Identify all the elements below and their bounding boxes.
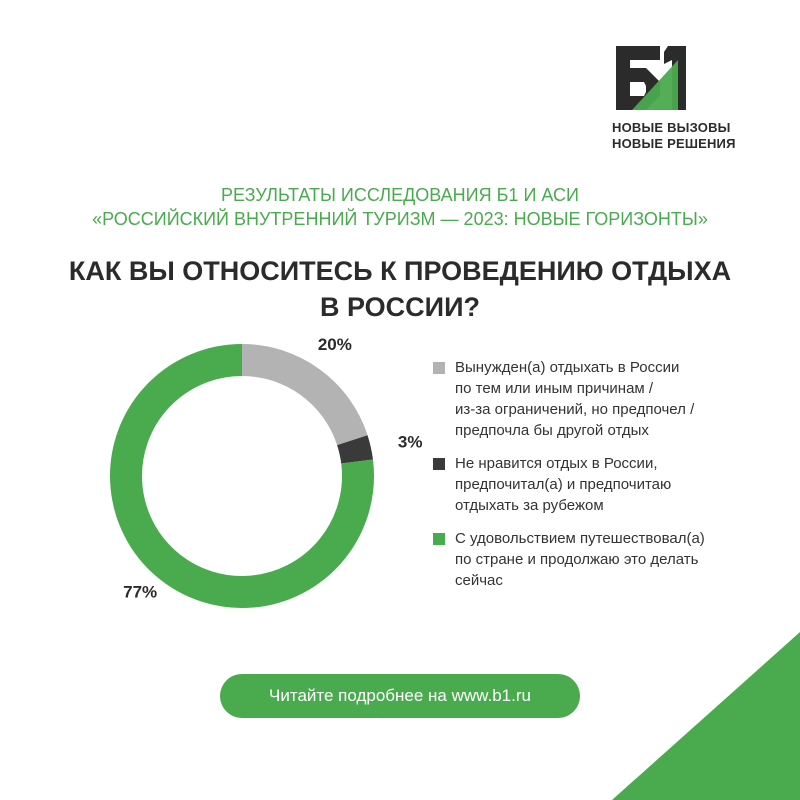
logo: [612, 44, 762, 152]
logo-tagline-1: НОВЫЕ ВЫЗОВЫ: [612, 120, 731, 135]
question-title: [0, 253, 800, 325]
study-title-line-2: «РОССИЙСКИЙ ВНУТРЕННИЙ ТУРИЗМ — 2023: НОВЫЕ ГОРИЗОНТЫ»: [92, 209, 708, 229]
legend-label-forced: Вынужден(а) отдыхать в России по тем или иным причинам / из-за ограничений, но предпочел / предпочла бы другой отдых: [455, 359, 695, 439]
chart-legend: [433, 357, 773, 603]
question-line-1: КАК ВЫ ОТНОСИТЕСЬ К ПРОВЕДЕНИЮ ОТДЫХА: [68, 256, 732, 286]
slice-dislike: [352, 440, 357, 461]
value-label-pleasure: 77%: [123, 582, 158, 602]
legend-swatch-green: [433, 533, 445, 545]
question-line-2: В РОССИИ?: [320, 292, 480, 322]
value-label-forced: 20%: [317, 335, 352, 355]
read-more-button[interactable]: Читайте подробнее на www.b1.ru: [220, 674, 580, 718]
legend-label-pleasure: С удовольствием путешествовал(а) по стране и продолжаю это делать сейчас: [455, 530, 705, 589]
legend-swatch-dark: [433, 458, 445, 470]
slice-forced: [242, 360, 352, 440]
legend-label-dislike: Не нравится отдых в России, предпочитал(а) и предпочитаю отдыхать за рубежом: [455, 455, 672, 514]
study-title-line-1: РЕЗУЛЬТАТЫ ИССЛЕДОВАНИЯ Б1 И АСИ: [221, 185, 579, 205]
donut-chart: [60, 330, 423, 630]
legend-item-forced: [433, 357, 773, 441]
study-title: [0, 183, 800, 231]
b1-logo-mark: [612, 44, 692, 112]
legend-item-dislike: [433, 453, 773, 516]
value-label-dislike: 3%: [397, 432, 423, 452]
logo-tagline-2: НОВЫЕ РЕШЕНИЯ: [612, 136, 736, 151]
legend-item-pleasure: [433, 528, 773, 591]
legend-swatch-gray: [433, 362, 445, 374]
